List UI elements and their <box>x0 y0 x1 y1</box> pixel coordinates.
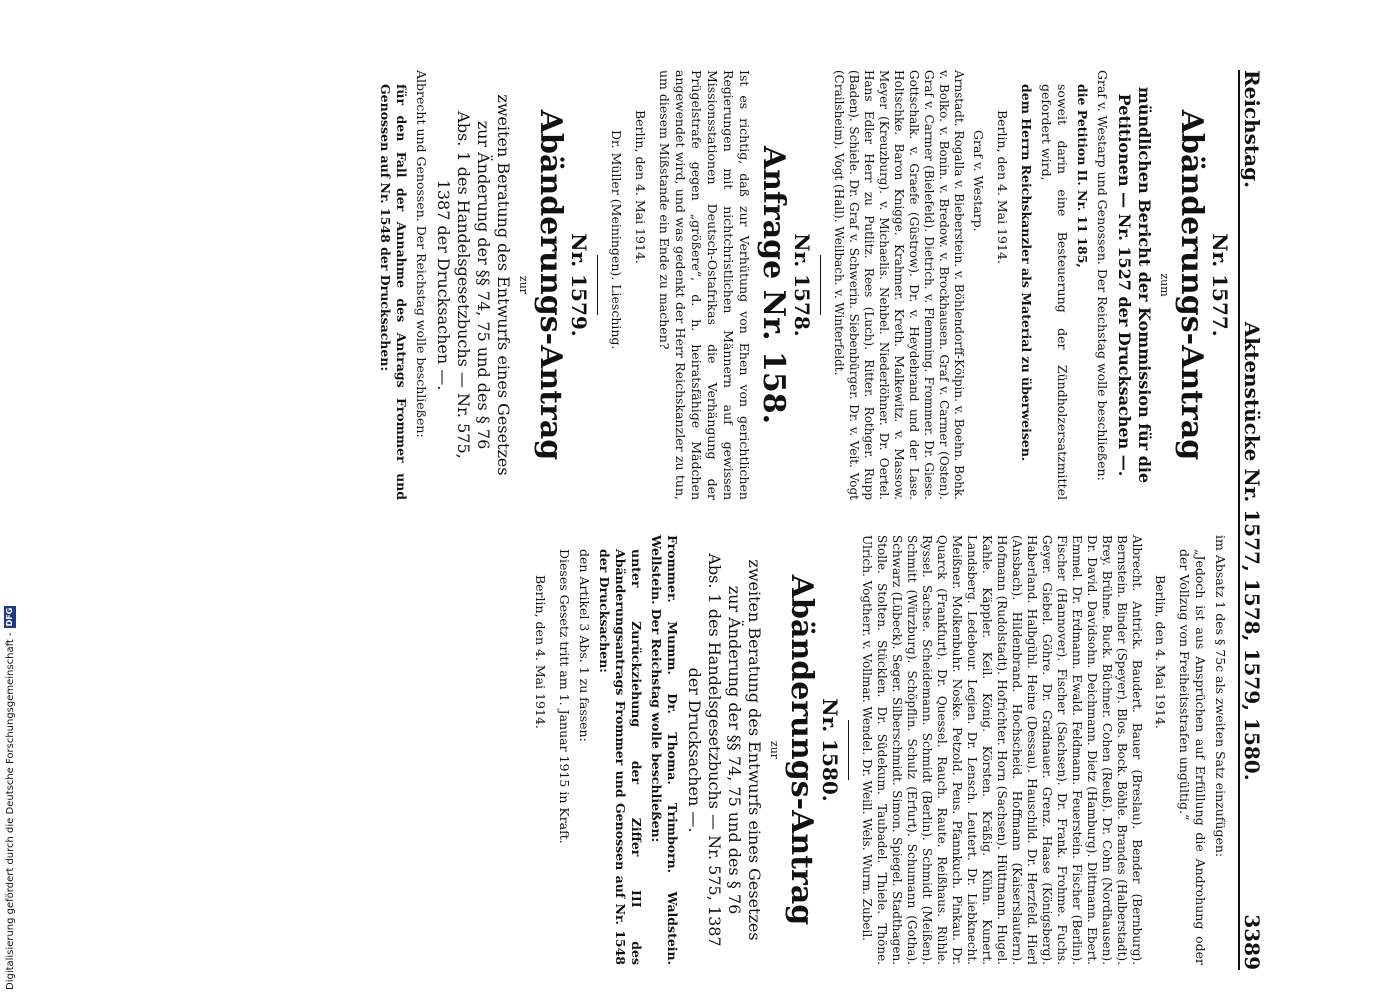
signature: Graf v. Westarp. <box>971 130 986 232</box>
subtitle-line: mündlichen Bericht der Kommission für die <box>1135 86 1154 484</box>
date-line: Berlin, den 4. Mai 1914. <box>633 110 648 264</box>
connector-word: zur <box>517 275 530 295</box>
connector-word: zum <box>1158 273 1171 297</box>
left-column <box>367 70 1232 500</box>
motion-intro: Frommer. Mumm. Dr. Thoma. Trimborn. Waldstein. Wellstein. Der Reichstag wolle beschließen: <box>649 535 680 965</box>
subtitle-line: der Drucksachen —. <box>685 667 704 833</box>
section-number: Nr. 1578. <box>790 233 814 337</box>
date-line: Berlin, den 4. Mai 1914. <box>533 575 548 729</box>
motion-text: dem Herrn Reichskanzler als Material zu überweisen. <box>1019 84 1034 462</box>
right-column <box>522 535 1232 965</box>
page-header <box>1238 70 1280 970</box>
section-title: Abänderungs-Antrag <box>784 574 819 926</box>
inquiry-text: Ist es richtig, daß zur Verhütung von Ehen von gerichtlichen Regierungen mit nichtchristlichen Männern auf gewissen Missionsstationen Deutsch-Ostafrikas die Verhängung der Prügelstrafe gegen „größere“, d. h. heiratsfähige Mädchen angewendet wird, und was gedenkt der Herr Reichskanzler zu tun, um diesem Mißstande ein Ende zu machen? <box>657 70 752 500</box>
section-title: Abänderungs-Antrag <box>533 109 568 461</box>
subtitle-line: zweiten Beratung des Entwurfs eines Gesetzes <box>745 559 764 941</box>
section-number: Nr. 1577. <box>1208 233 1232 337</box>
motion-intro: Graf v. Westarp und Genossen. Der Reichstag wolle beschließen: <box>1095 70 1110 481</box>
signatories-list: Albrecht. Antrick. Baudert. Bauer (Breslau). Bender (Bernburg). Bernstein. Binder (Speyer). Blos. Bock. Böhle. Brandes (Halberstadt). Brey. Brühne. Buck. Büchner. Cohen (Reuß). Dr. Cohn (Nordhausen). Dr. David. Davidsohn. Deichmann. Dietz (Hamburg). Dittmann. Ebert. Emmel. Dr. Erdmann. Ewald. Feldmann. Feuerstein. Fischer (Berlin). Fischer (Hannover). Fischer (Sachsen). Dr. Frank. Frohme. Fuchs. Geyer. Giebel. Göhre. Dr. Gradnauer. Grenz. Haase (Königsberg). Haberland. Halbgühl. Heine (Dessau). Hauschild. Dr. Herzfeld. Hierl (Ansbach). Hildenbrand. Hochscheid. Hoffmann (Kaiserslautern). Hofmann (Rudolstadt). Hofrichter. Horn (Sachsen). Hüttmann. Hugel. Kahle. Käppler. Keil. König. Körsten. Kräßig. Kühn. Kunert. Landsberg. Ledebour. Legien. Dr. Lensch. Leutert. Dr. Liebknecht. Meißner. Molkenbuhr. Noske. Petzold. Peus. Pfannkuch. Pinkau. Dr. Quarck (Frankfurt). Dr. Quessel. Rauch. Raute. Reißhaus. Rühle. Ryssel. Sachse. Scheidemann. Schmidt (Berlin). Schmidt (Meißen). Schmitt (Würzburg). Schöpflin. Schulz (Erfurt). Schumann (Gotha). Schwarz (Lübeck). Seger. Silberschmidt. Simon. Spiegel. Stadthagen. Stolle. Stolten. Stücklen. Dr. Südekum. Taubadel. Thiele. Thöne. Ulrich. Vogtherr. v. Vollmar. Wendel. Dr. Weill. Wels. Wurm. Zubeil. <box>860 535 1144 965</box>
section-nr-1580 <box>532 535 842 965</box>
section-nr-1578 <box>608 70 814 500</box>
petition-ref: die Petition II. Nr. 11 185, <box>1075 84 1090 268</box>
page-number: 3389 <box>1240 914 1264 970</box>
quoted-text: Dieses Gesetz tritt am 1. Januar 1915 in Kraft. <box>557 549 572 844</box>
section-title: Anfrage Nr. 158. <box>756 145 791 425</box>
subtitle-line: zweiten Beratung des Entwurfs eines Gesetzes <box>494 94 513 476</box>
section-divider <box>820 255 821 315</box>
motion-text: soweit darin eine Besteuerung der Zündholzersatzmittel gefordert wird, <box>1039 84 1070 500</box>
section-nr-1579 <box>377 70 591 500</box>
motion-text: unter Zurückziehung der Ziffer III des Abänderungsantrags Frommer und Genossen auf Nr. 1548 der Drucksachen: <box>597 549 644 965</box>
section-title: Abänderungs-Antrag <box>1174 109 1209 461</box>
signatories-list: Arnstadt. Rogalla v. Bieberstein. v. Böhlendorff-Kölpin. v. Boehn. Bohk. v. Bolko. v. Bonin. v. Bredow. v. Brockhausen. Graf v. Carmer (Osten). Graf v. Carmer (Bielefeld). Dietrich. v. Flemming. Frommer. Dr. Giese. Gottschalk. v. Graefe (Güstrow). Dr. v. Heydebrand und der Lase. Holtschke. Baron Knigge. Krahmer. Kreth. Malkewitz. v. Massow. Meyer (Kreuzburg). v. Michaelis. Nehbel. Niederlöhner. Dr. Oertel. Hans Edler Herr zu Putlitz. Rees (Luch). Ritter. Rothger. Rupp (Baden). Schiele. Dr. Graf v. Schwerin. Siebenbürger. Dr. v. Veit. Vogt (Crailsheim). Vogt (Hall). Weilbach. v. Winterfeldt. <box>832 70 966 500</box>
quoted-text: „Jedoch ist aus Ansprüchen auf Erfüllung die Androhung oder der Vollzug von Freiheitsstrafen ungültig.“ <box>1177 549 1208 965</box>
section-divider <box>597 255 598 315</box>
section-divider <box>848 720 849 780</box>
digitization-credit <box>4 606 16 990</box>
dfg-logo: DFG <box>5 607 14 627</box>
motion-intro: Albrecht und Genossen. Der Reichstag wolle beschließen: <box>414 70 429 438</box>
connector-word: zur <box>768 740 781 760</box>
subtitle-line: Abs. 1 des Handelsgesetzbuchs — Nr. 575, 1387 <box>705 553 724 947</box>
header-reichstag: Reichstag. <box>1240 70 1264 189</box>
signature: Dr. Müller (Meiningen). Liesching. <box>609 130 624 350</box>
section-number: Nr. 1580. <box>818 698 842 802</box>
section-nr-1577 <box>831 70 1232 500</box>
rotated-document-page <box>180 70 1280 970</box>
section-number: Nr. 1579. <box>567 233 591 337</box>
motion-text: den Artikel 3 Abs. 1 zu fassen: <box>577 549 592 742</box>
subtitle-line: zur Änderung der §§ 74, 75 und des § 76 <box>725 585 744 915</box>
date-line: Berlin, den 4. Mai 1914. <box>995 110 1010 264</box>
header-aktenstuecke: Aktenstücke Nr. 1577, 1578, 1579, 1580. <box>1240 321 1264 781</box>
credit-text: Digitalisierung gefördert durch die Deutsche Forschungsgemeinschaft - <box>4 632 16 990</box>
subtitle-line: zur Änderung der §§ 74, 75 und des § 76 <box>474 120 493 450</box>
subtitle-line: Abs. 1 des Handelsgesetzbuchs — Nr. 575, <box>454 111 473 459</box>
motion-text: im Absatz 1 des § 75c als zweiten Satz einzufügen: <box>1213 535 1228 858</box>
date-line: Berlin, den 4. Mai 1914. <box>1153 575 1168 729</box>
subtitle-line: Petitionen — Nr. 1527 der Drucksachen —. <box>1115 93 1134 477</box>
motion-text: für den Fall der Annahme des Antrags Frommer und Genossen auf Nr. 1548 der Drucksachen: <box>378 84 409 500</box>
subtitle-line: 1387 der Drucksachen —. <box>434 179 453 391</box>
section-nr-1579-continued <box>859 535 1228 965</box>
